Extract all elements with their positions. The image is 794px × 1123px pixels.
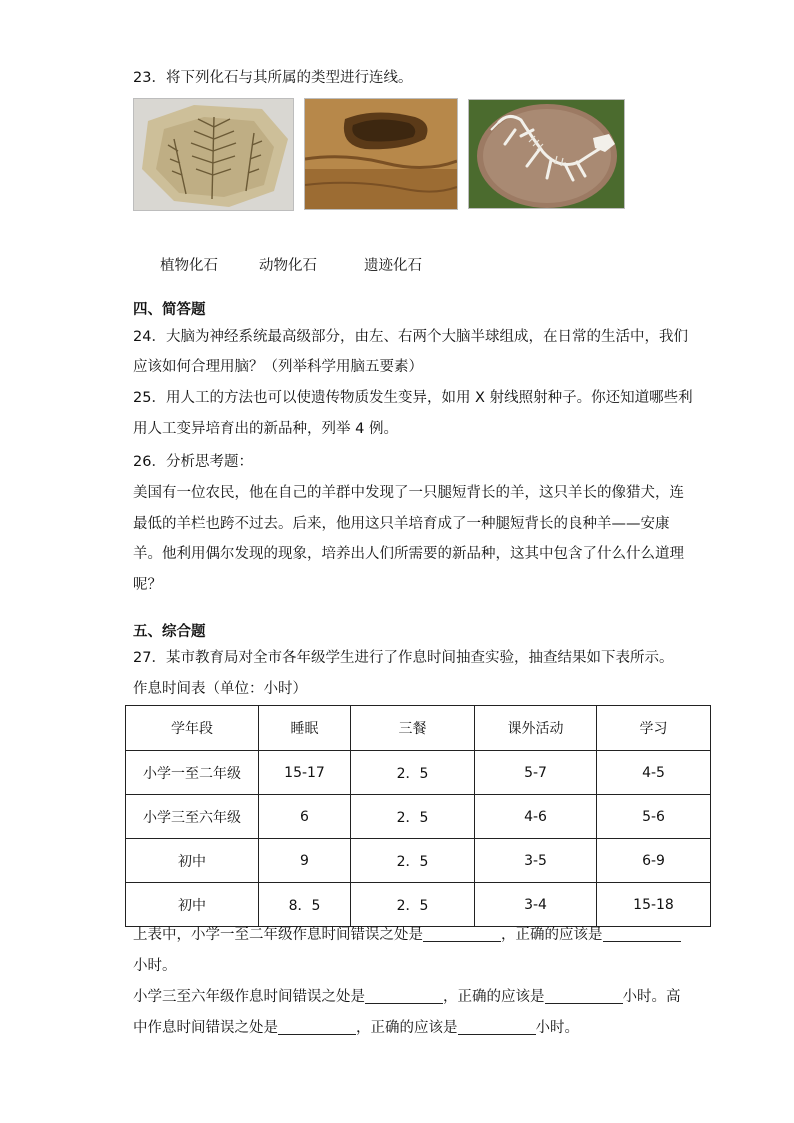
fill-text: 小学三至六年级作息时间错误之处是	[133, 989, 365, 1005]
table-cell: 小学三至六年级	[126, 795, 259, 839]
table-cell: 小学一至二年级	[126, 751, 259, 795]
trace-fossil-image	[304, 98, 458, 210]
q24-line-1: 24．大脑为神经系统最高级部分，由左、右两个大脑半球组成，在日常的生活中，我们	[133, 329, 688, 345]
fill-text: 小时。高	[622, 989, 681, 1005]
answer-blank[interactable]	[423, 926, 501, 942]
answer-blank[interactable]	[603, 926, 681, 942]
table-cell: 初中	[126, 839, 259, 883]
table-cell: 5-6	[597, 795, 711, 839]
label-animal-fossil: 动物化石	[259, 258, 317, 274]
table-cell: 9	[259, 839, 351, 883]
fill-text: 小时。	[535, 1020, 579, 1036]
fill-text: ，正确的应该是	[356, 1020, 458, 1036]
q24-line-2: 应该如何合理用脑？（列举科学用脑五要素）	[133, 359, 423, 375]
fill-line-2: 小时。	[133, 958, 177, 974]
schedule-table	[125, 705, 711, 927]
table-row	[126, 839, 711, 883]
table-cell: 2．5	[351, 839, 475, 883]
fill-text: ，正确的应该是	[443, 989, 545, 1005]
label-trace-fossil: 遗迹化石	[364, 258, 422, 274]
answer-blank[interactable]	[458, 1019, 536, 1035]
table-header-row	[126, 706, 711, 751]
table-cell: 初中	[126, 883, 259, 927]
plant-fossil-image	[133, 98, 294, 211]
header-study: 学习	[597, 706, 711, 751]
q26-title: 26．分析思考题：	[133, 454, 253, 470]
table-cell: 15-17	[259, 751, 351, 795]
fill-line-4	[133, 1018, 579, 1038]
table-cell: 6	[259, 795, 351, 839]
table-title: 作息时间表（单位：小时）	[133, 681, 307, 697]
header-grade: 学年段	[126, 706, 259, 751]
header-activities: 课外活动	[475, 706, 597, 751]
table-cell: 6-9	[597, 839, 711, 883]
table-cell: 2．5	[351, 883, 475, 927]
table-cell: 5-7	[475, 751, 597, 795]
table-cell: 15-18	[597, 883, 711, 927]
table-row	[126, 795, 711, 839]
q26-line-2: 最低的羊栏也跨不过去。后来，他用这只羊培育成了一种腿短背长的良种羊——安康	[133, 516, 670, 532]
answer-blank[interactable]	[278, 1019, 356, 1035]
header-sleep: 睡眠	[259, 706, 351, 751]
table-row	[126, 751, 711, 795]
table-cell: 3-4	[475, 883, 597, 927]
table-cell: 3-5	[475, 839, 597, 883]
table-cell: 2．5	[351, 751, 475, 795]
animal-fossil-image	[468, 99, 625, 209]
table-cell: 2．5	[351, 795, 475, 839]
q26-line-1: 美国有一位农民，他在自己的羊群中发现了一只腿短背长的羊，这只羊长的像猎犬，连	[133, 485, 684, 501]
section-4-heading: 四、简答题	[133, 302, 206, 318]
table-cell: 4-5	[597, 751, 711, 795]
q26-line-3: 羊。他利用偶尔发现的现象，培养出人们所需要的新品种，这其中包含了什么什么道理	[133, 546, 684, 562]
fill-line-3	[133, 987, 681, 1007]
header-meals: 三餐	[351, 706, 475, 751]
fill-text: 中作息时间错误之处是	[133, 1020, 278, 1036]
answer-blank[interactable]	[545, 988, 623, 1004]
fill-text: ，正确的应该是	[501, 927, 603, 943]
fill-line-1	[133, 925, 681, 945]
question-23-text: 23．将下列化石与其所属的类型进行连线。	[133, 70, 413, 86]
label-plant-fossil: 植物化石	[160, 258, 218, 274]
q27-intro: 27．某市教育局对全市各年级学生进行了作息时间抽查实验，抽查结果如下表所示。	[133, 650, 674, 666]
q26-line-4: 呢？	[133, 577, 162, 593]
table-cell: 4-6	[475, 795, 597, 839]
section-5-heading: 五、综合题	[133, 624, 206, 640]
answer-blank[interactable]	[365, 988, 443, 1004]
table-cell: 8．5	[259, 883, 351, 927]
fill-text: 上表中，小学一至二年级作息时间错误之处是	[133, 927, 423, 943]
q25-line-2: 用人工变异培育出的新品种，列举 4 例。	[133, 421, 398, 437]
q25-line-1: 25．用人工的方法也可以使遗传物质发生变异，如用 X 射线照射种子。你还知道哪些利	[133, 390, 693, 406]
table-row	[126, 883, 711, 927]
